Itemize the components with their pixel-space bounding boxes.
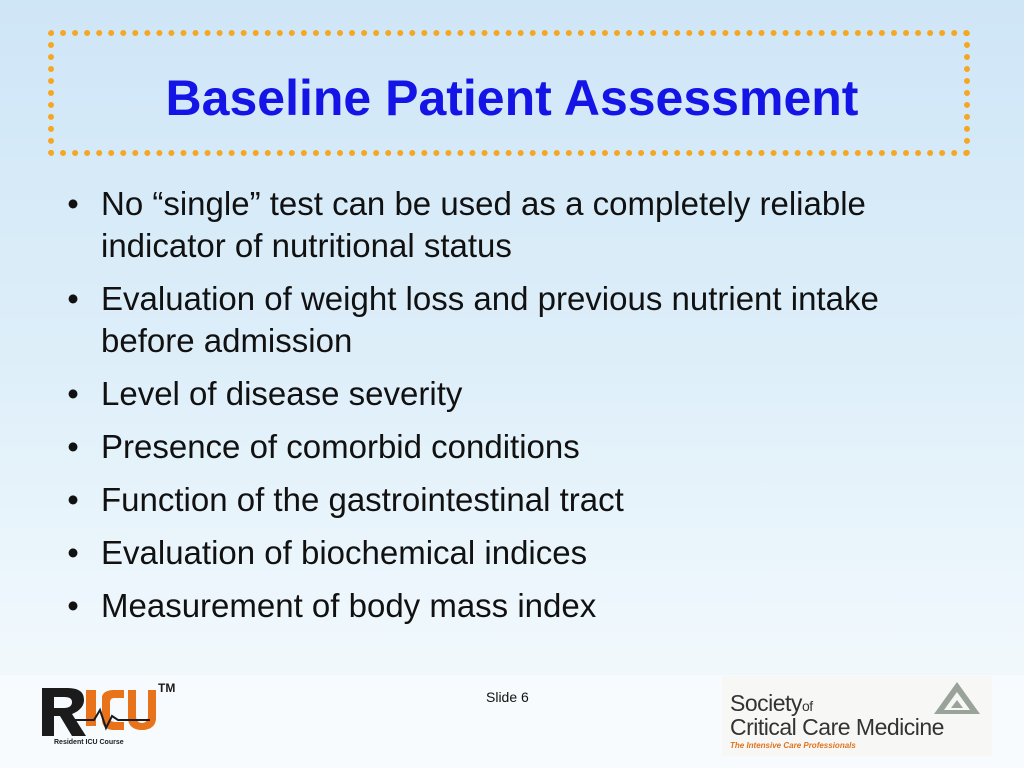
ricu-logo — [34, 680, 184, 750]
bullet-item — [58, 479, 958, 521]
sccm-tagline: The Intensive Care Professionals — [730, 741, 856, 750]
bullet-dot: • — [67, 280, 79, 317]
bullet-dot: • — [67, 375, 79, 412]
bullet-text: Evaluation of biochemical indices — [101, 534, 588, 571]
sccm-society-line — [730, 690, 813, 717]
slide-title: Baseline Patient Assessment — [165, 70, 859, 126]
bullet-item — [58, 585, 958, 627]
sccm-of: of — [801, 698, 813, 714]
bullet-text: Evaluation of weight loss and previous nutrient intake before admission — [101, 280, 879, 359]
bullet-text: Presence of comorbid conditions — [101, 428, 580, 465]
bullet-item — [58, 278, 958, 362]
bullet-text: Level of disease severity — [101, 375, 463, 412]
ricu-trademark: TM — [158, 681, 176, 695]
bullet-text: Function of the gastrointestinal tract — [101, 481, 624, 518]
bullet-item — [58, 373, 958, 415]
bullet-list — [58, 183, 958, 638]
bullet-dot: • — [67, 481, 79, 518]
bullet-dot: • — [67, 185, 79, 222]
bullet-item — [58, 426, 958, 468]
bullet-dot: • — [67, 587, 79, 624]
bullet-text: No “single” test can be used as a completely reliable indicator of nutritional status — [101, 185, 866, 264]
sccm-name: Critical Care Medicine — [730, 714, 944, 740]
ricu-caption: Resident ICU Course — [54, 739, 124, 746]
bullet-dot: • — [67, 428, 79, 465]
sccm-logo — [722, 676, 992, 756]
slide-number: Slide 6 — [486, 689, 529, 705]
bullet-dot: • — [67, 534, 79, 571]
sccm-society: Society — [730, 690, 802, 716]
sccm-triangle-icon — [932, 680, 982, 716]
bullet-text: Measurement of body mass index — [101, 587, 597, 624]
bullet-item — [58, 532, 958, 574]
bullet-item — [58, 183, 958, 267]
